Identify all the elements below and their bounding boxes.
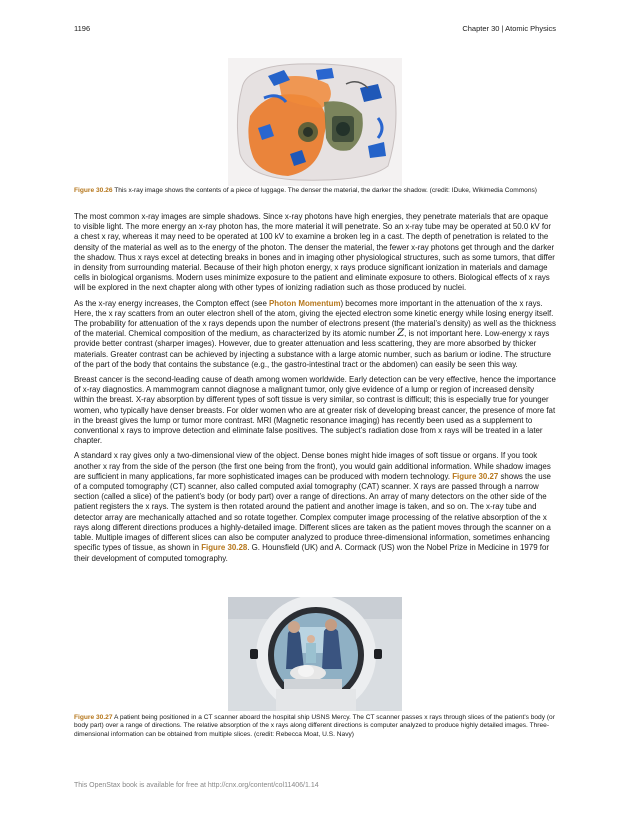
paragraph: A standard x ray gives only a two-dimensional view of the object. Dense bones might hide images of soft tissue or organs. If you took another x ray from the side of the person (the first one being from the front), you would gain additional information. While shadow images are sufficient in many applications, far more sophisticated images can be produced with modern technology. Figure 30.27 shows the use of a computed tomography (CT) scanner, also called computed axial tomography (CAT) scanner. X rays are passed through a narrow section (called a slice) of the patient’s body (or body part) over a range of directions. An array of many detectors on the other side of the patient registers the x rays. The system is then rotated around the patient and another image is taken, and so on. The x-ray tube and detector array are mechanically attached and so rotate together. Complex computer image processing of the relative absorption of the x rays along different directions produces a highly-detailed image. Different slices are taken as the patient moves through the scanner on a table. Multiple images of different slices can also be computer analyzed to produce three-dimensional information, sometimes enhancing specific types of tissue, as shown in Figure 30.28. G. Hounsfield (UK) and A. Cormack (US) won the Nobel Prize in Medicine in 1979 for their development of computed tomography. (74, 451, 551, 563)
figure-30-27-caption (74, 714, 556, 739)
figure-30-26-caption (74, 187, 556, 195)
figure-label: Figure 30.27 (74, 714, 113, 721)
body-text (74, 212, 556, 569)
caption-text: This x-ray image shows the contents of a piece of luggage. The denser the material, the darker the shadow. (credit: IDuke, Wikimedia Commons) (112, 187, 538, 194)
photon-momentum-link[interactable]: Photon Momentum (269, 298, 341, 308)
paragraph: Breast cancer is the second-leading cause of death among women worldwide. Early detection can be very effective, hence the importance of x-ray diagnostics. A mammogram cannot diagnose a malignant tumor, only give evidence of a lump or region of increased density within the breast. X-ray absorption by different types of soft tissue is very similar, so contrast is difficult; this is especially true for younger women, who typically have denser breasts. For older women who are at greater risk of developing breast cancer, the presence of more fat in the breast gives the lump or tumor more contrast. MRI (Magnetic resonance imaging) has recently been used as a supplement to conventional x rays to improve detection and eliminate false positives. The subject’s radiation dose from x rays will be treated in a later chapter. (74, 375, 556, 446)
page-footer: This OpenStax book is available for free at http://cnx.org/content/col11406/1.14 (74, 782, 319, 789)
figure-30-27-link[interactable]: Figure 30.27 (452, 471, 499, 481)
ct-scanner-photo (228, 597, 402, 711)
figure-30-28-link[interactable]: Figure 30.28 (201, 543, 248, 553)
chapter-title: Chapter 30 | Atomic Physics (462, 24, 556, 33)
paragraph: The most common x-ray images are simple shadows. Since x-ray photons have high energies, they penetrate materials that are opaque to visible light. The more energy an x-ray photon has, the more material it will penetrate. So an x-ray tube may be operated at 50.0 kV for a chest x ray, whereas it may need to be operated at 100 kV to examine a broken leg in a cast. The depth of penetration is related to the density of the material as well as to the energy of the photon. The denser the material, the fewer x-ray photons get through and the darker the shadow. Thus x rays excel at detecting breaks in bones and in imaging other physiological structures, such as some tumors, that differ in density from surrounding material. Because of their high photon energy, x rays produce significant ionization in materials and damage cells in biological organisms. Modern uses minimize exposure to the patient and eliminate exposure to others. Biological effects of x rays will be explored in the next chapter along with other types of ionizing radiation such as those produced by nuclei. (74, 212, 555, 293)
atomic-number-symbol: Z (397, 328, 405, 340)
paragraph: As the x-ray energy increases, the Compton effect (see Photon Momentum) becomes more important in the attenuation of the x rays. Here, the x ray scatters from an outer electron shell of the atom, giving the ejected electron some kinetic energy while losing energy itself. The probability for attenuation of the x rays depends upon the number of electrons present (the material’s density) as well as the thickness of the material. Chemical composition of the medium, as characterized by its atomic number Z, is not important here. Low-energy x rays provide better contrast (sharper images). However, due to greater attenuation and less scattering, they are more absorbed by thicker materials. Greater contrast can be achieved by injecting a substance with a large atomic number, such as barium or iodine. The structure of the part of the body that contains the substance (e.g., the gastro-intestinal tract or the abdomen) can easily be seen this way. (74, 298, 556, 369)
caption-text: A patient being positioned in a CT scanner aboard the hospital ship USNS Mercy. The CT scanner passes x rays through slices of the patient's body (or body part) over a range of directions. The relative absorption of the x rays along different directions is computer analyzed to produce highly detailed images. Three-dimensional information can be obtained from multiple slices. (credit: Rebecca Moat, U.S. Navy) (74, 714, 555, 738)
figure-label: Figure 30.26 (74, 187, 113, 194)
page-number: 1196 (74, 24, 91, 33)
luggage-xray-image (228, 58, 402, 186)
